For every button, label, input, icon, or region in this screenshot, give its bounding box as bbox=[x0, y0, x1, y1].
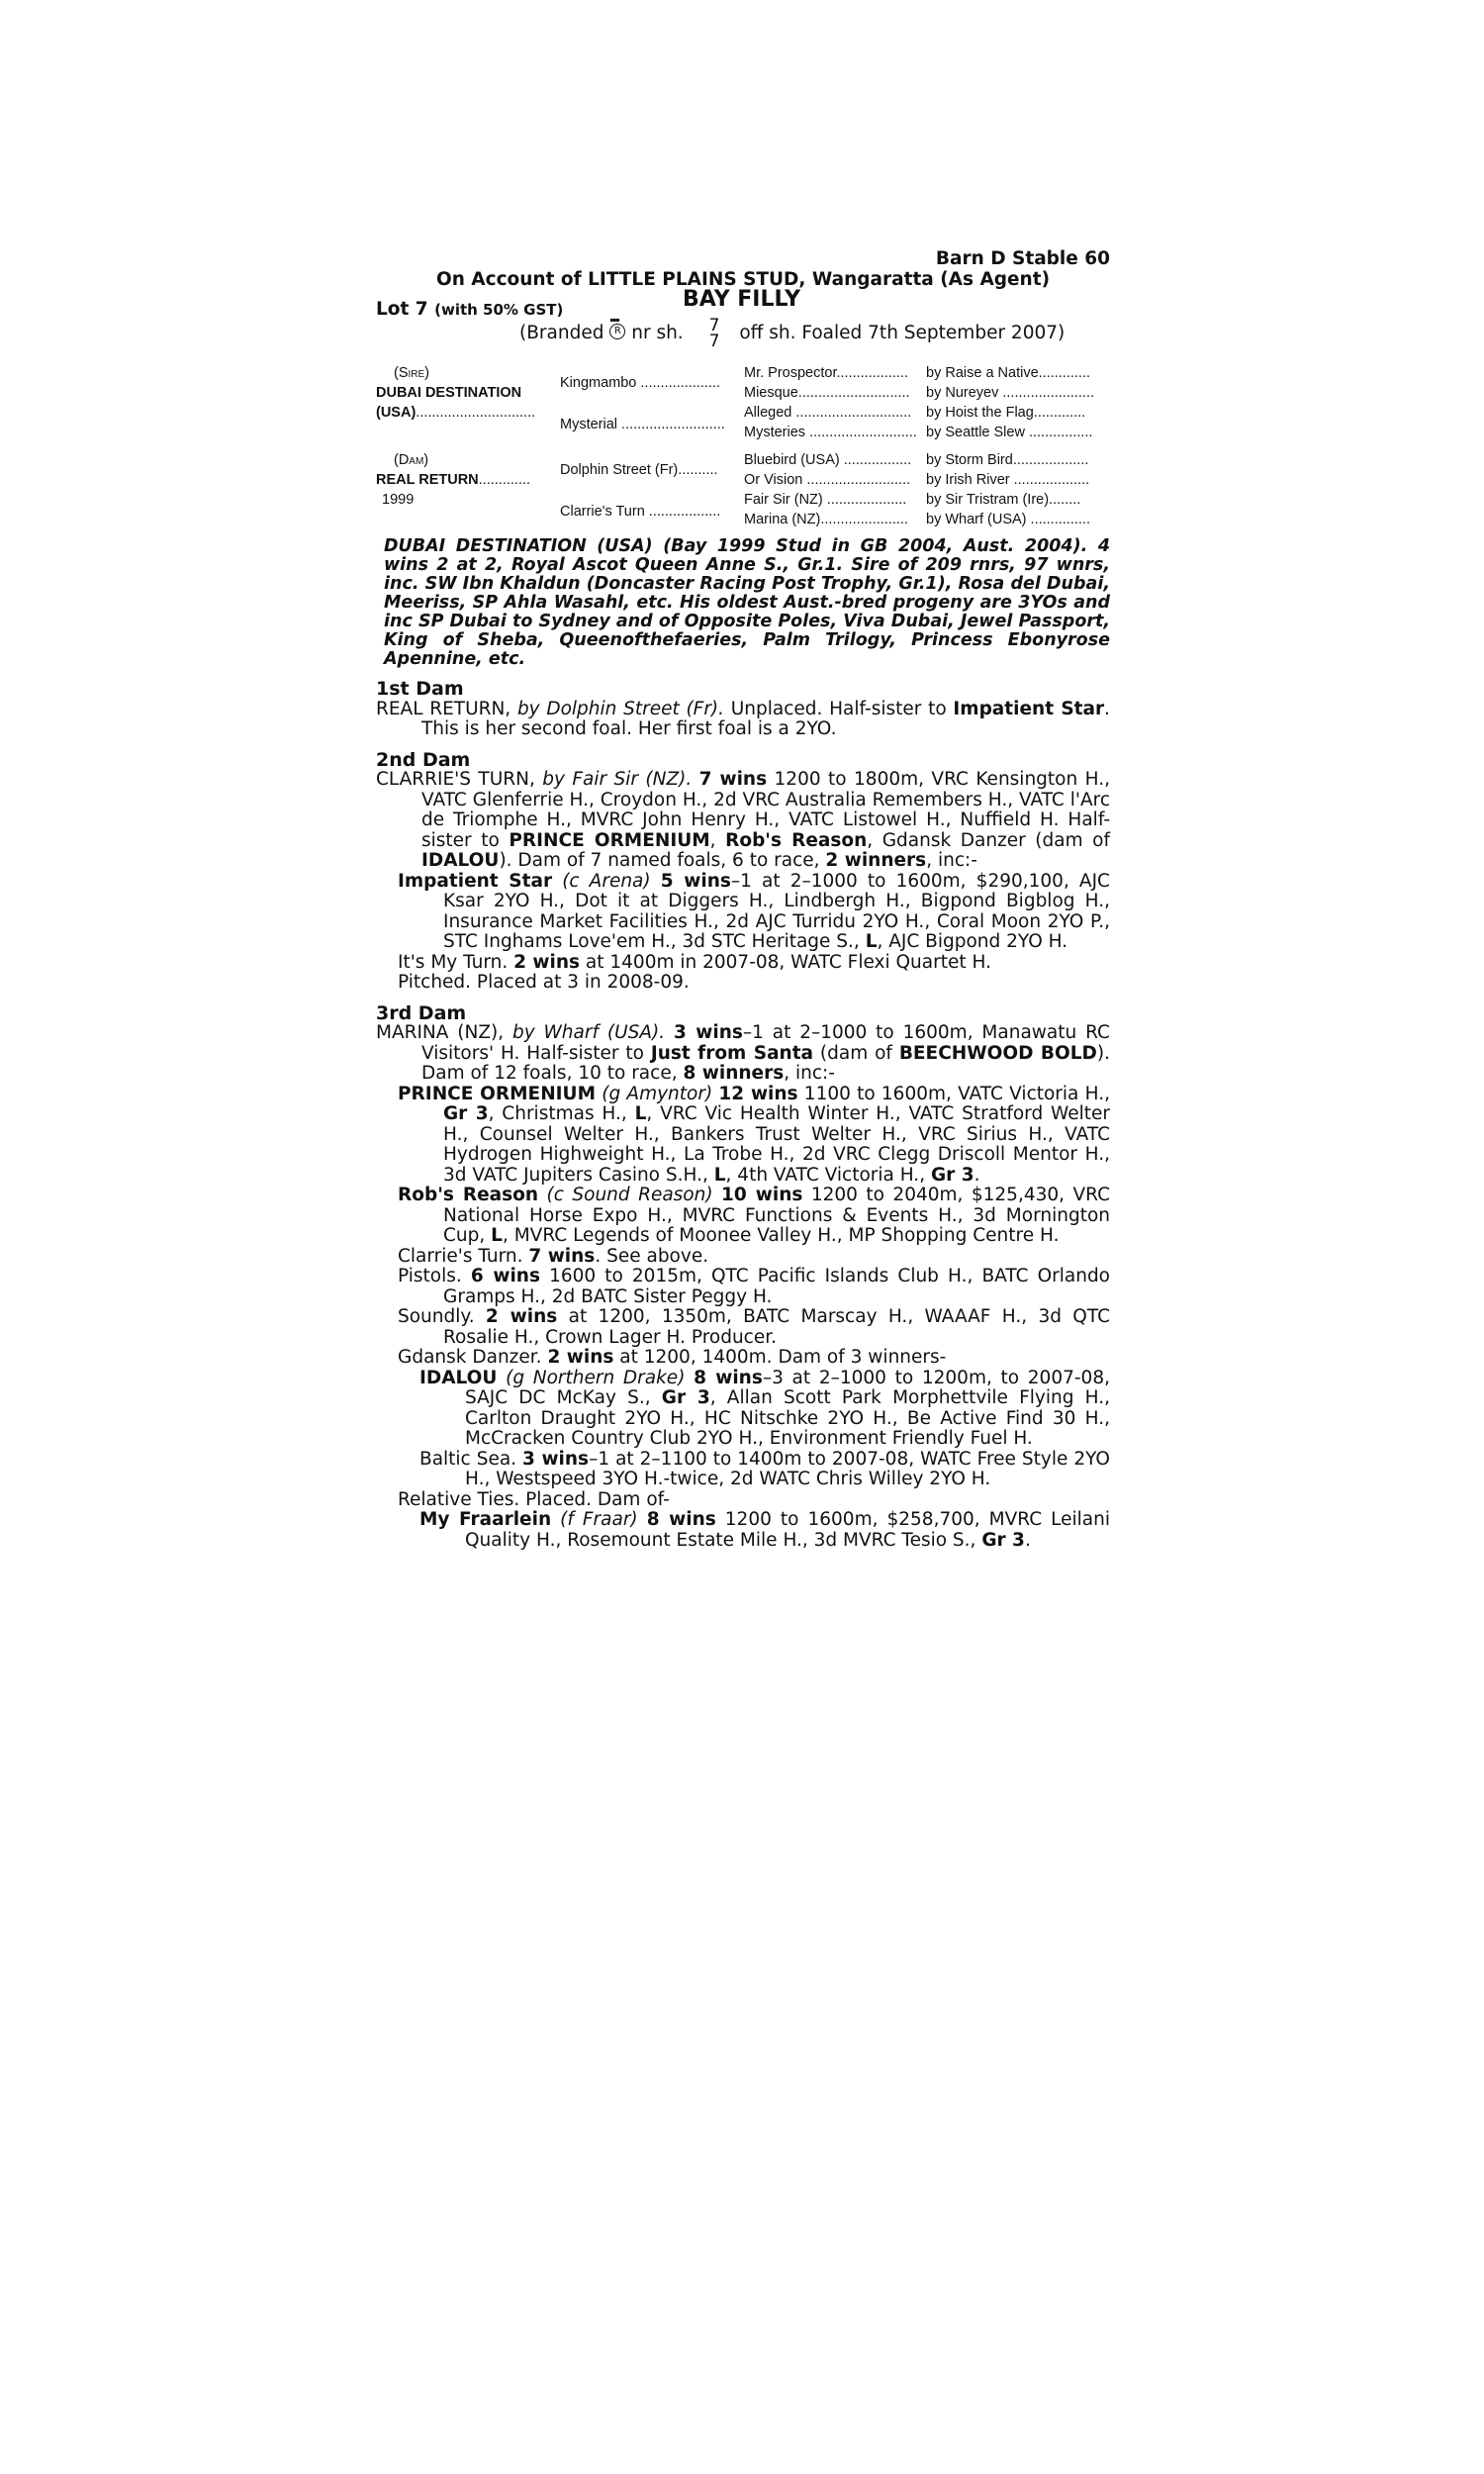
pedigree-ggg: by Sir Tristram (Ire)........ bbox=[926, 492, 1081, 508]
pedigree-gg: Marina (NZ)...................... bbox=[744, 512, 908, 527]
progeny-entry: It's My Turn. 2 wins at 1400m in 2007-08, WATC Flexi Quartet H. bbox=[398, 951, 991, 973]
pedigree-ggg: by Storm Bird................... bbox=[926, 452, 1089, 468]
frac-bottom: 7 bbox=[708, 332, 720, 351]
pedigree-ggg: by Raise a Native............. bbox=[926, 365, 1091, 381]
second-dam-heading: 2nd Dam bbox=[376, 748, 471, 771]
progeny-entry: Relative Ties. Placed. Dam of- bbox=[398, 1488, 670, 1510]
frac-top: 7 bbox=[708, 316, 720, 335]
sire-summary: DUBAI DESTINATION (USA) (Bay 1999 Stud in GB 2004, Aust. 2004). 4 wins 2 at 2, Royal Ascot Queen Anne S., Gr.1. Sire of 209 rnrs, 97 wnrs, inc. SW Ibn Khaldun (Doncaster Racing Post Trophy, Gr.1), Rosa del Dubai, Meeriss, SP Ahla Wasahl, etc. His oldest Aust.-bred progeny are 3YOs and inc SP Dubai to Sydney and of Opposite Poles, Viva Dubai, Jewel Passport, King of Sheba, Queenofthefaeries, Palm Trilogy, Princess Ebonyrose Apennine, etc. bbox=[384, 536, 1110, 669]
third-dam-heading: 3rd Dam bbox=[376, 1001, 467, 1024]
dam-year: 1999 bbox=[382, 492, 415, 508]
second-dam-entry: CLARRIE'S TURN, by Fair Sir (NZ). 7 wins 1200 to 1800m, VRC Kensington H., VATC Glenferrie H., Croydon H., 2d VRC Australia Remembers H., VATC l'Arc de Triomphe H., MVRC John Henry H., VATC Listowel H., Nuffield H. Half-sister to PRINCE ORMENIUM, Rob's Reason, Gdansk Danzer (dam of IDALOU). Dam of 7 named foals, 6 to race, 2 winners, inc:- bbox=[376, 769, 1110, 871]
pedigree-gg: Mr. Prospector.................. bbox=[744, 365, 908, 381]
progeny-entry: Rob's Reason (c Sound Reason) 10 wins 1200 to 2040m, $125,430, VRC National Horse Expo H., MVRC Functions & Events H., 3d Mornington Cup, L, MVRC Legends of Moonee Valley H., MP Shopping Centre H. bbox=[398, 1185, 1110, 1246]
pedigree-ggg: by Nureyev ....................... bbox=[926, 385, 1095, 401]
catalogue-page bbox=[376, 249, 1110, 1551]
pedigree-ggg: by Hoist the Flag............. bbox=[926, 405, 1086, 421]
sire-name: DUBAI DESTINATION bbox=[376, 385, 522, 401]
brand-mid: nr sh. bbox=[631, 323, 684, 343]
first-dam-heading: 1st Dam bbox=[376, 678, 464, 700]
pedigree-gg: Mysteries ........................... bbox=[744, 425, 917, 440]
pedigree-ggg: by Seattle Slew ................ bbox=[926, 425, 1093, 440]
third-dam-entry: MARINA (NZ), by Wharf (USA). 3 wins–1 at 2–1000 to 1600m, Manawatu RC Visitors' H. Half-sister to Just from Santa (dam of BEECHWOOD BOLD). Dam of 12 foals, 10 to race, 8 winners, inc:- bbox=[376, 1022, 1110, 1084]
progeny-entry: Pistols. 6 wins 1600 to 2015m, QTC Pacific Islands Club H., BATC Orlando Gramps H., 2d BATC Sister Peggy H. bbox=[398, 1266, 1111, 1307]
pedigree-ggg: by Wharf (USA) ............... bbox=[926, 512, 1090, 527]
lot-sex-colour: BAY FILLY bbox=[683, 287, 801, 312]
brand-pre: (Branded bbox=[519, 323, 604, 343]
progeny-entry: PRINCE ORMENIUM (g Amyntor) 12 wins 1100 to 1600m, VATC Victoria H., Gr 3, Christmas H., L, VRC Vic Health Winter H., VATC Stratford Welter H., Counsel Welter H., Bankers Trust Welter H., VRC Sirius H., VATC Hydrogen Highweight H., La Trobe H., 2d VRC Clegg Driscoll Mentor H., 3d VATC Jupiters Casino S.H., L, 4th VATC Victoria H., Gr 3. bbox=[398, 1083, 1111, 1186]
sire-tag: (Sire) bbox=[394, 365, 429, 381]
brand-post: off sh. Foaled 7th September 2007) bbox=[739, 323, 1066, 343]
pedigree-g3: Dolphin Street (Fr).......... bbox=[560, 462, 718, 478]
pedigree-ggg: by Irish River ................... bbox=[926, 472, 1090, 488]
grand-progeny-entry: My Fraarlein (f Fraar) 8 wins 1200 to 1600m, $258,700, MVRC Leilani Quality H., Rosemount Estate Mile H., 3d MVRC Tesio S., Gr 3. bbox=[419, 1509, 1110, 1551]
pedigree-gg: Fair Sir (NZ) .................... bbox=[744, 492, 907, 508]
dam-tag: (Dam) bbox=[394, 452, 429, 468]
brand-line bbox=[376, 318, 1110, 355]
dam-name: REAL RETURN............. bbox=[376, 472, 531, 488]
pedigree-gg: Or Vision .......................... bbox=[744, 472, 911, 488]
lot-number: Lot 7 bbox=[376, 299, 428, 320]
brand-mark-icon: ▪▪▪ R bbox=[609, 324, 625, 339]
grand-progeny-entry: IDALOU (g Northern Drake) 8 wins–3 at 2–1000 to 1200m, to 2007-08, SAJC DC McKay S., Gr 3, Allan Scott Park Morphettvile Flying H., Carlton Draught 2YO H., HC Nitschke 2YO H., Be Active Find 30 H., McCracken Country Club 2YO H., Environment Friendly Fuel H. bbox=[419, 1367, 1111, 1449]
barn-stable: Barn D Stable 60 bbox=[935, 248, 1110, 269]
first-dam-entry: REAL RETURN, by Dolphin Street (Fr). Unplaced. Half-sister to Impatient Star. This is her second foal. Her first foal is a 2YO. bbox=[376, 698, 1110, 739]
progeny-entry: Soundly. 2 wins at 1200, 1350m, BATC Marscay H., WAAAF H., 3d QTC Rosalie H., Crown Lager H. Producer. bbox=[398, 1306, 1110, 1348]
progeny-entry: Pitched. Placed at 3 in 2008-09. bbox=[398, 972, 690, 993]
pedigree-gg: Alleged ............................. bbox=[744, 405, 912, 421]
grand-progeny-entry: Baltic Sea. 3 wins–1 at 2–1100 to 1400m to 2007-08, WATC Free Style 2YO H., Westspeed 3YO H.-twice, 2d WATC Chris Willey 2YO H. bbox=[419, 1448, 1110, 1489]
vendor-account: On Account of LITTLE PLAINS STUD, Wangaratta (As Agent) bbox=[435, 268, 1051, 290]
pedigree-g2: Mysterial .......................... bbox=[560, 417, 725, 432]
pedigree-gg: Miesque............................ bbox=[744, 385, 910, 401]
brand-fraction bbox=[709, 318, 720, 349]
lot-row bbox=[376, 287, 1110, 320]
sire-country: (USA).............................. bbox=[376, 405, 536, 421]
pedigree-g4: Clarrie's Turn .................. bbox=[560, 504, 721, 520]
gst-note: (with 50% GST) bbox=[434, 301, 564, 319]
pedigree-gg: Bluebird (USA) ................. bbox=[744, 452, 912, 468]
progeny-entry: Clarrie's Turn. 7 wins. See above. bbox=[398, 1245, 709, 1267]
progeny-entry: Gdansk Danzer. 2 wins at 1200, 1400m. Dam of 3 winners- bbox=[398, 1347, 947, 1368]
pedigree-g1: Kingmambo .................... bbox=[560, 375, 720, 391]
pedigree-table bbox=[376, 361, 1110, 527]
progeny-entry: Impatient Star (c Arena) 5 wins–1 at 2–1000 to 1600m, $290,100, AJC Ksar 2YO H., Dot it at Diggers H., Lindbergh H., Bigpond Bigblog H., Insurance Market Facilities H., 2d AJC Turridu 2YO H., Coral Moon 2YO P., STC Inghams Love'em H., 3d STC Heritage S., L, AJC Bigpond 2YO H. bbox=[398, 870, 1110, 952]
